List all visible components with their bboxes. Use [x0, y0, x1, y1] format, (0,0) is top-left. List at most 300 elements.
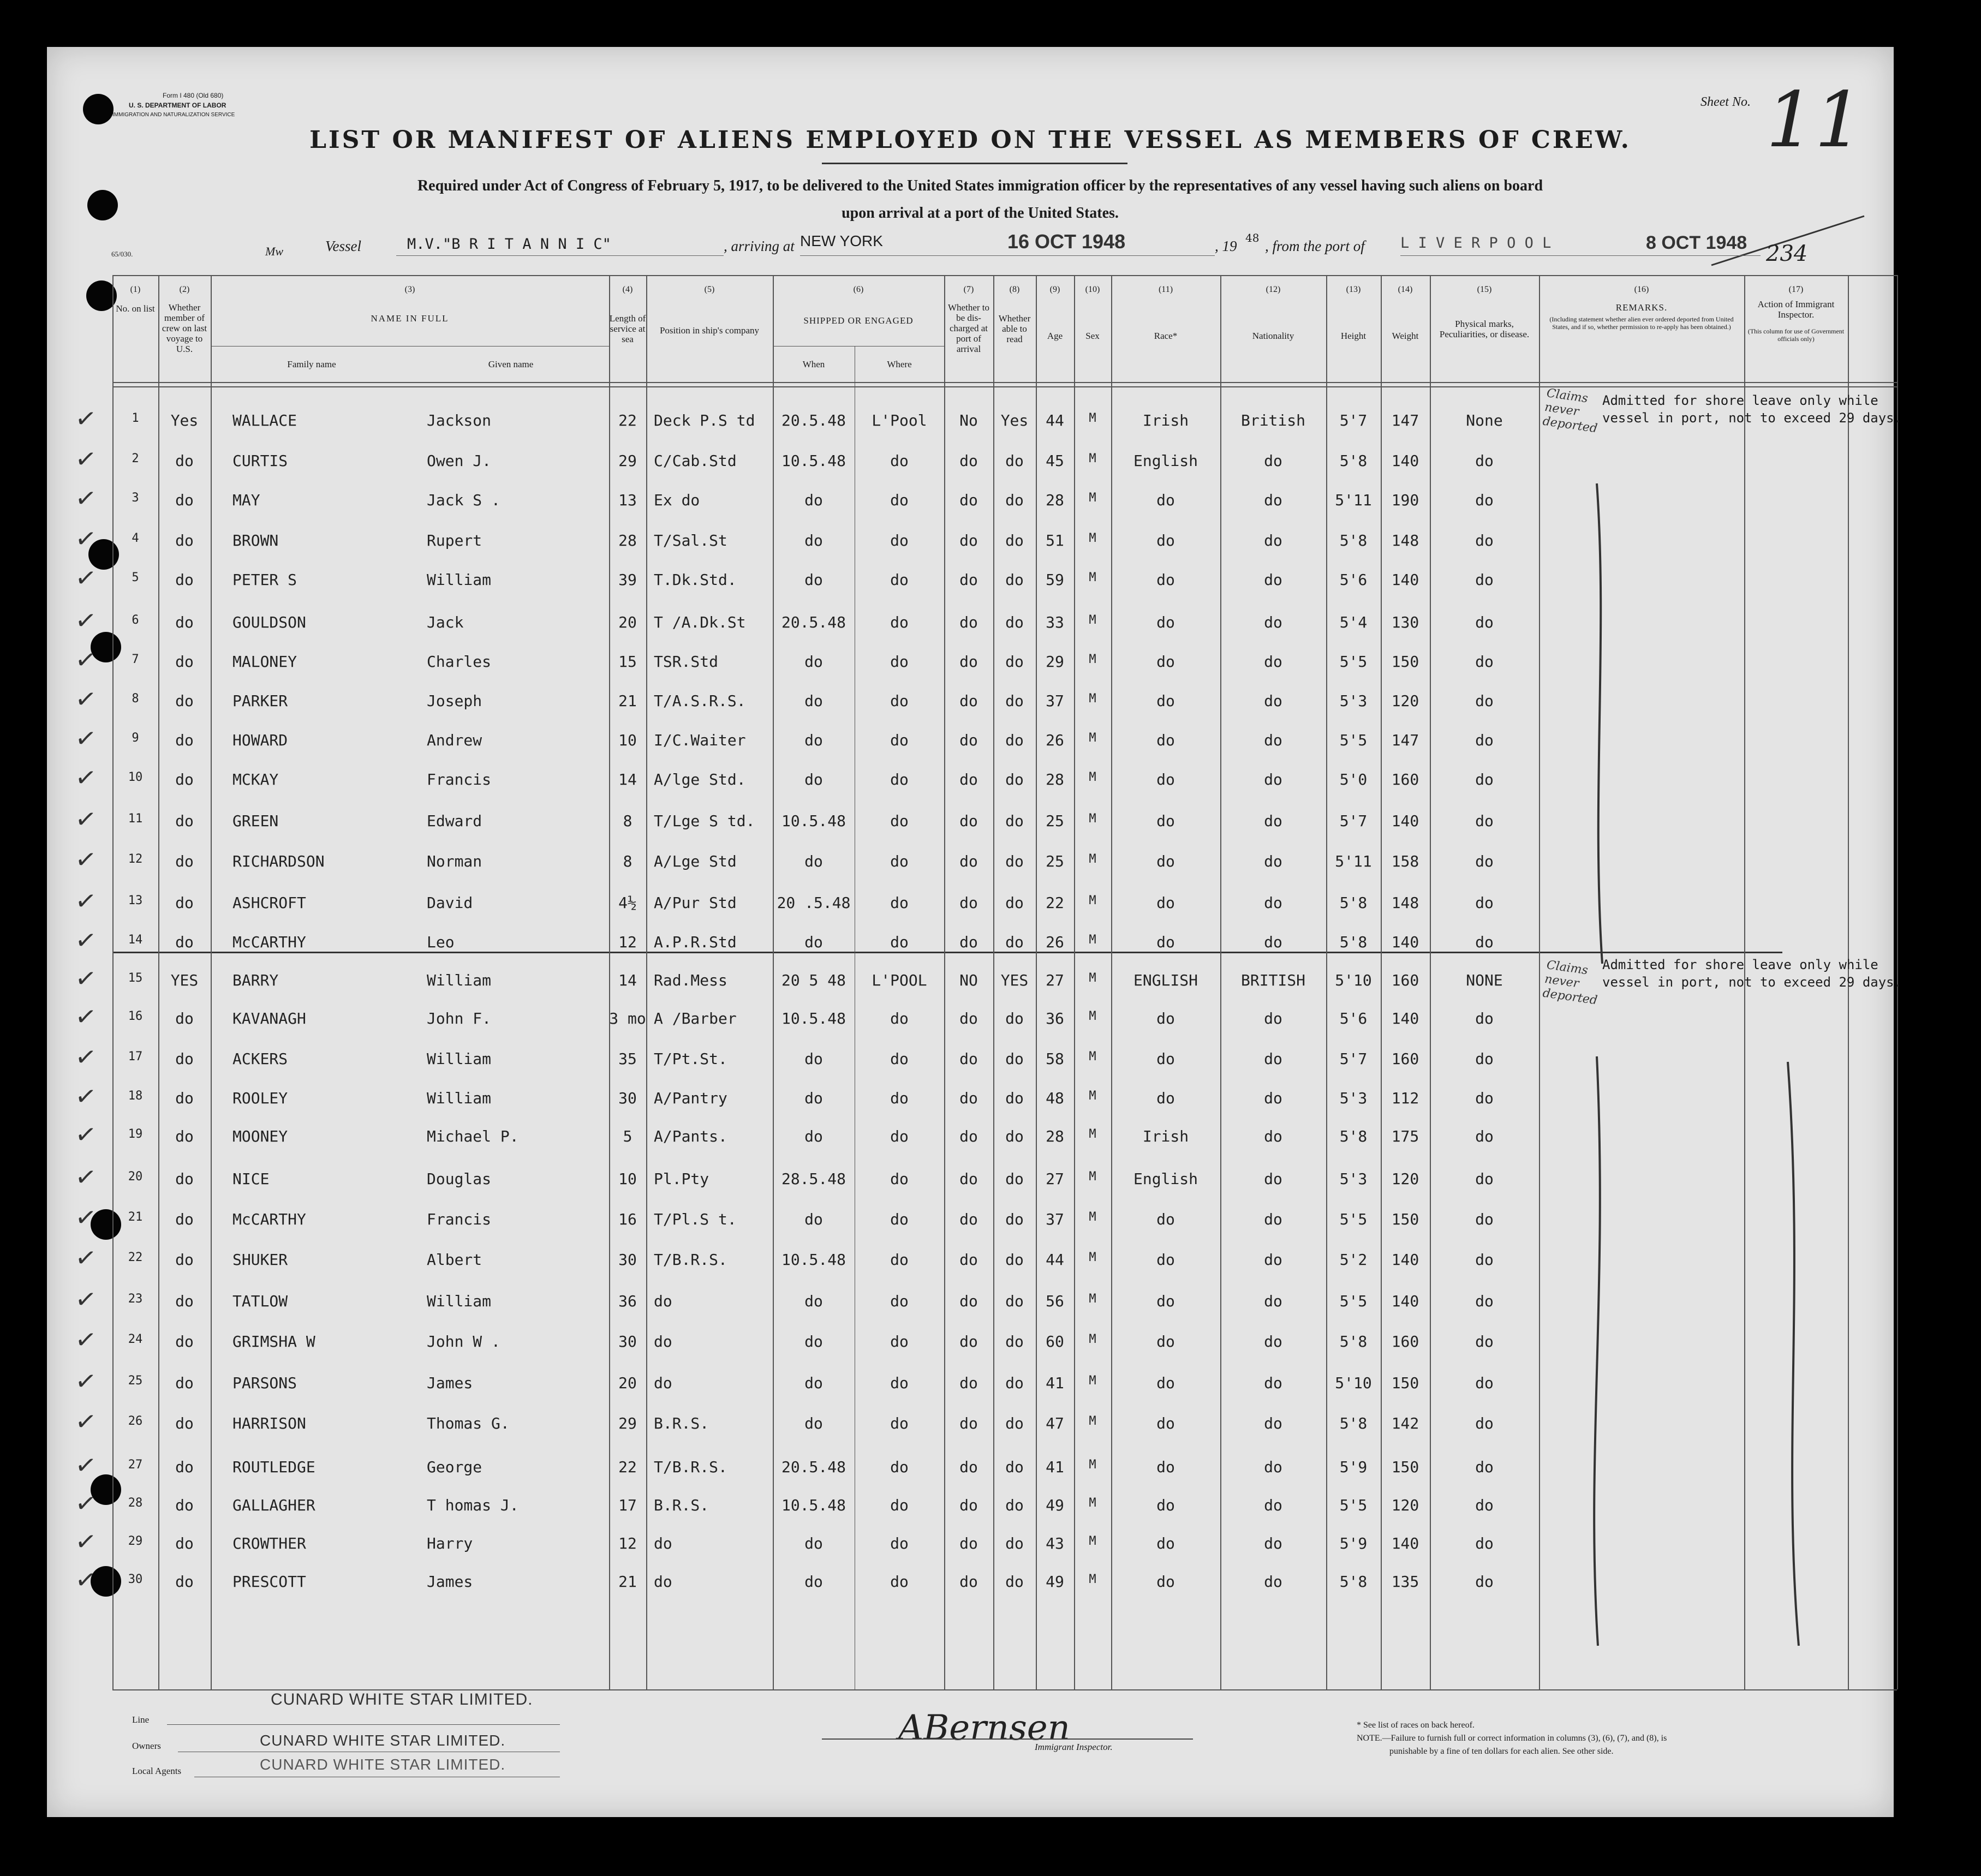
cell-position: A/Pants. — [654, 1127, 727, 1145]
cell-phys: do — [1475, 1414, 1494, 1432]
cell-phys: do — [1475, 613, 1494, 631]
col-num: (12) — [1266, 285, 1281, 294]
cell-weight: 140 — [1391, 933, 1419, 951]
cell-race: do — [1156, 1573, 1175, 1591]
cell-disch: No — [959, 411, 978, 429]
from-label: , from the port of — [1265, 238, 1365, 254]
cell-nat: do — [1264, 1127, 1282, 1145]
cell-disch: do — [959, 1009, 978, 1027]
check-mark-icon: ✓ — [73, 643, 99, 676]
cell-service: 30 — [618, 1089, 637, 1107]
cell-race: do — [1156, 1251, 1175, 1269]
header-physical: Physical marks, Peculiarities, or disease. — [1439, 319, 1530, 339]
title-rule — [822, 163, 1127, 164]
cell-read: do — [1005, 1170, 1024, 1188]
cell-family: PARKER — [232, 692, 288, 710]
cell-member: do — [175, 1414, 194, 1432]
cell-nat: do — [1264, 491, 1282, 509]
cell-family: HARRISON — [232, 1414, 306, 1432]
cell-where: do — [890, 531, 909, 549]
cell-disch: do — [959, 1210, 978, 1228]
fine-note-2: punishable by a fine of ten dollars for each alien. See other side. — [1389, 1747, 1614, 1756]
fine-note-1: NOTE.—Failure to furnish full or correct information in columns (3), (6), (7), and (8), is — [1357, 1734, 1667, 1743]
cell-when: do — [804, 1414, 823, 1432]
cell-age: 27 — [1046, 971, 1064, 989]
cell-service: 13 — [618, 491, 637, 509]
cell-height: 5'8 — [1339, 1573, 1368, 1591]
cell-read: do — [1005, 1374, 1024, 1392]
cell-service: 16 — [618, 1210, 637, 1228]
cell-member: Yes — [170, 411, 199, 429]
sheet-label: Sheet No. — [1700, 95, 1751, 109]
agents-label: Local Agents — [132, 1766, 182, 1776]
year-label: , 19 — [1215, 238, 1237, 254]
cell-where: do — [890, 1534, 909, 1552]
cell-sex: M — [1089, 812, 1096, 826]
cell-age: 25 — [1046, 852, 1064, 870]
cell-service: 14 — [618, 770, 637, 788]
cell-given: Harry — [427, 1534, 473, 1552]
cell-no: 10 — [128, 770, 143, 784]
cell-sex: M — [1089, 1496, 1096, 1510]
cell-nat: do — [1264, 1292, 1282, 1310]
cell-service: 17 — [618, 1496, 637, 1514]
cell-height: 5'7 — [1339, 411, 1368, 429]
cell-family: MALONEY — [232, 653, 297, 671]
cell-weight: 147 — [1391, 411, 1419, 429]
cell-age: 28 — [1046, 491, 1064, 509]
cell-member: do — [175, 452, 194, 470]
cell-height: 5'9 — [1339, 1534, 1368, 1552]
cell-no: 17 — [128, 1050, 143, 1064]
cell-family: McCARTHY — [232, 933, 306, 951]
cell-service: 36 — [618, 1292, 637, 1310]
cell-disch: NO — [959, 971, 978, 989]
cell-no: 19 — [128, 1127, 143, 1141]
cell-position: do — [654, 1573, 672, 1591]
cell-nat: BRITISH — [1240, 971, 1305, 989]
cell-sex: M — [1089, 933, 1096, 947]
line-rule — [167, 1724, 560, 1725]
cell-disch: do — [959, 1292, 978, 1310]
cell-no: 12 — [128, 852, 143, 866]
cell-sex: M — [1089, 894, 1096, 907]
cell-no: 22 — [128, 1251, 143, 1264]
check-mark-icon: ✓ — [73, 1080, 99, 1113]
cell-read: do — [1005, 452, 1024, 470]
cell-nat: do — [1264, 1458, 1282, 1476]
cell-given: Andrew — [427, 731, 482, 749]
cell-weight: 150 — [1391, 1458, 1419, 1476]
cell-weight: 140 — [1391, 1009, 1419, 1027]
cell-nat: do — [1264, 1333, 1282, 1351]
cell-service: 22 — [618, 411, 637, 429]
cell-member: do — [175, 531, 194, 549]
owners-label: Owners — [132, 1741, 161, 1751]
cell-phys: do — [1475, 491, 1494, 509]
cell-phys: do — [1475, 653, 1494, 671]
cell-sex: M — [1089, 1210, 1096, 1224]
cell-sex: M — [1089, 531, 1096, 545]
cell-disch: do — [959, 731, 978, 749]
cell-position: T/B.R.S. — [654, 1251, 727, 1269]
check-mark-icon: ✓ — [73, 962, 99, 995]
cell-member: YES — [170, 971, 199, 989]
cell-read: do — [1005, 1210, 1024, 1228]
cell-weight: 150 — [1391, 653, 1419, 671]
cell-family: CROWTHER — [232, 1534, 306, 1552]
cell-when: do — [804, 653, 823, 671]
cell-family: MOONEY — [232, 1127, 288, 1145]
col-num: (6) — [853, 285, 864, 294]
cell-read: do — [1005, 531, 1024, 549]
cell-when: 10.5.48 — [781, 452, 846, 470]
cell-race: do — [1156, 852, 1175, 870]
cell-race: do — [1156, 1374, 1175, 1392]
cell-given: T homas J. — [427, 1496, 519, 1514]
cell-disch: do — [959, 1251, 978, 1269]
cell-given: Rupert — [427, 531, 482, 549]
table-top-rule — [112, 275, 1897, 276]
vessel-label: Vessel — [325, 238, 361, 254]
cell-height: 5'10 — [1335, 971, 1372, 989]
col-rule — [112, 275, 114, 1689]
line-label: Line — [132, 1714, 150, 1725]
cell-family: BROWN — [232, 531, 279, 549]
header-no-on-list: No. on list — [116, 303, 155, 314]
cell-when: 20.5.48 — [781, 613, 846, 631]
cell-no: 5 — [132, 571, 139, 584]
cell-read: do — [1005, 1333, 1024, 1351]
cell-nat: do — [1264, 613, 1282, 631]
cell-where: do — [890, 933, 909, 951]
col-num: (5) — [704, 285, 715, 294]
check-mark-icon: ✓ — [73, 1323, 99, 1356]
cell-read: do — [1005, 1534, 1024, 1552]
cell-no: 9 — [132, 731, 139, 745]
cell-nat: do — [1264, 1534, 1282, 1552]
cell-race: English — [1133, 452, 1198, 470]
cell-age: 58 — [1046, 1050, 1064, 1068]
cell-nat: do — [1264, 1170, 1282, 1188]
cell-age: 22 — [1046, 894, 1064, 912]
col-num: (13) — [1346, 285, 1361, 294]
cell-disch: do — [959, 1089, 978, 1107]
cell-no: 7 — [132, 653, 139, 666]
cell-race: do — [1156, 531, 1175, 549]
cell-read: do — [1005, 731, 1024, 749]
cell-service: 20 — [618, 613, 637, 631]
cell-race: do — [1156, 692, 1175, 710]
cell-no: 23 — [128, 1292, 143, 1306]
header-given-name: Given name — [488, 359, 534, 369]
cell-position: T.Dk.Std. — [654, 571, 737, 589]
cell-where: do — [890, 1374, 909, 1392]
check-mark-icon: ✓ — [73, 924, 99, 957]
cell-family: GREEN — [232, 812, 279, 830]
cell-height: 5'5 — [1339, 731, 1368, 749]
cell-age: 29 — [1046, 653, 1064, 671]
cell-member: do — [175, 1573, 194, 1591]
check-mark-icon: ✓ — [73, 1487, 99, 1520]
cell-no: 8 — [132, 692, 139, 706]
cell-member: do — [175, 1333, 194, 1351]
cell-phys: do — [1475, 1210, 1494, 1228]
cell-disch: do — [959, 1573, 978, 1591]
cell-disch: do — [959, 1414, 978, 1432]
col-num: (8) — [1009, 285, 1020, 294]
cell-disch: do — [959, 653, 978, 671]
cell-nat: do — [1264, 1374, 1282, 1392]
cell-race: do — [1156, 613, 1175, 631]
arriving-port: NEW YORK — [800, 232, 883, 249]
cell-phys: do — [1475, 731, 1494, 749]
cell-member: do — [175, 1458, 194, 1476]
cell-position: T/A.S.R.S. — [654, 692, 746, 710]
cell-nat: do — [1264, 653, 1282, 671]
remarks-handwritten-a: Claims never deported — [1542, 386, 1598, 436]
header-bottom-rule — [112, 382, 1897, 383]
cell-service: 22 — [618, 1458, 637, 1476]
cell-position: T/Lge S td. — [654, 812, 755, 830]
check-mark-icon: ✓ — [73, 1563, 99, 1596]
cell-weight: 120 — [1391, 692, 1419, 710]
cell-weight: 140 — [1391, 812, 1419, 830]
cell-phys: do — [1475, 1009, 1494, 1027]
header-shipped: SHIPPED OR ENGAGED — [803, 315, 914, 326]
cell-member: do — [175, 1009, 194, 1027]
cell-no: 20 — [128, 1170, 143, 1184]
cell-no: 4 — [132, 531, 139, 545]
cell-family: GALLAGHER — [232, 1496, 315, 1514]
cell-where: do — [890, 731, 909, 749]
cell-disch: do — [959, 1496, 978, 1514]
agents-stamp: CUNARD WHITE STAR LIMITED. — [260, 1756, 506, 1773]
check-mark-icon: ✓ — [73, 561, 99, 594]
cell-weight: 140 — [1391, 1292, 1419, 1310]
cell-given: Owen J. — [427, 452, 492, 470]
cell-no: 25 — [128, 1374, 143, 1388]
sheet-number: 11 — [1766, 76, 1864, 165]
check-mark-icon: ✓ — [73, 402, 99, 435]
cell-read: do — [1005, 1292, 1024, 1310]
cell-read: do — [1005, 1251, 1024, 1269]
cell-sex: M — [1089, 1127, 1096, 1141]
cell-where: do — [890, 1573, 909, 1591]
cell-read: do — [1005, 1458, 1024, 1476]
col-num: (1) — [130, 285, 141, 294]
cell-sex: M — [1089, 411, 1096, 425]
cell-phys: do — [1475, 1170, 1494, 1188]
cell-nat: do — [1264, 1496, 1282, 1514]
cell-given: Michael P. — [427, 1127, 519, 1145]
cell-service: 10 — [618, 731, 637, 749]
punch-hole — [83, 94, 114, 124]
cell-service: 21 — [618, 1573, 637, 1591]
col-num: (3) — [404, 285, 415, 294]
cell-position: A.P.R.Std — [654, 933, 737, 951]
cell-family: CURTIS — [232, 452, 288, 470]
cell-given: Charles — [427, 653, 492, 671]
col-num: (9) — [1049, 285, 1060, 294]
cell-sex: M — [1089, 1534, 1096, 1548]
cell-weight: 130 — [1391, 613, 1419, 631]
cell-sex: M — [1089, 571, 1096, 584]
cell-age: 36 — [1046, 1009, 1064, 1027]
cell-race: do — [1156, 571, 1175, 589]
cell-service: 8 — [623, 812, 633, 830]
cell-nat: do — [1264, 1414, 1282, 1432]
cell-sex: M — [1089, 1333, 1096, 1346]
cell-position: C/Cab.Std — [654, 452, 737, 470]
cell-given: Francis — [427, 770, 492, 788]
cell-family: KAVANAGH — [232, 1009, 306, 1027]
cell-when: do — [804, 933, 823, 951]
cell-when: do — [804, 1573, 823, 1591]
cell-where: do — [890, 1414, 909, 1432]
cell-height: 5'5 — [1339, 1496, 1368, 1514]
cell-weight: 120 — [1391, 1170, 1419, 1188]
cell-no: 28 — [128, 1496, 143, 1510]
cell-given: William — [427, 1089, 492, 1107]
cell-member: do — [175, 1089, 194, 1107]
cell-height: 5'11 — [1335, 852, 1372, 870]
cell-phys: do — [1475, 452, 1494, 470]
cell-service: 8 — [623, 852, 633, 870]
cell-age: 41 — [1046, 1458, 1064, 1476]
cell-when: 10.5.48 — [781, 812, 846, 830]
cell-nat: do — [1264, 770, 1282, 788]
cell-when: do — [804, 770, 823, 788]
cell-where: do — [890, 894, 909, 912]
col-rule — [646, 275, 647, 1689]
cell-race: do — [1156, 933, 1175, 951]
cell-nat: do — [1264, 1251, 1282, 1269]
cell-nat: British — [1240, 411, 1305, 429]
cell-position: I/C.Waiter — [654, 731, 746, 749]
cell-race: do — [1156, 1089, 1175, 1107]
header-age: Age — [1047, 331, 1063, 341]
cell-given: Jackson — [427, 411, 492, 429]
form-code: 65/030. — [111, 250, 133, 258]
cell-disch: do — [959, 613, 978, 631]
cell-height: 5'5 — [1339, 653, 1368, 671]
cell-family: WALLACE — [232, 411, 297, 429]
cell-phys: do — [1475, 770, 1494, 788]
header-family-name: Family name — [287, 359, 336, 369]
cell-sex: M — [1089, 613, 1096, 627]
cell-nat: do — [1264, 692, 1282, 710]
cell-race: do — [1156, 894, 1175, 912]
cell-race: do — [1156, 1292, 1175, 1310]
cell-when: 10.5.48 — [781, 1251, 846, 1269]
cell-read: do — [1005, 491, 1024, 509]
cell-when: do — [804, 571, 823, 589]
cell-when: do — [804, 731, 823, 749]
cell-where: do — [890, 1333, 909, 1351]
cell-sex: M — [1089, 1251, 1096, 1264]
cell-disch: do — [959, 491, 978, 509]
cell-when: do — [804, 692, 823, 710]
cell-disch: do — [959, 933, 978, 951]
cell-age: 37 — [1046, 692, 1064, 710]
check-mark-icon: ✓ — [73, 1449, 99, 1481]
cell-no: 26 — [128, 1414, 143, 1428]
cell-when: do — [804, 491, 823, 509]
cell-age: 28 — [1046, 770, 1064, 788]
cell-service: 14 — [618, 971, 637, 989]
cell-family: SHUKER — [232, 1251, 288, 1269]
cell-weight: 160 — [1391, 770, 1419, 788]
cell-service: 30 — [618, 1333, 637, 1351]
cell-race: English — [1133, 1170, 1198, 1188]
owners-stamp: CUNARD WHITE STAR LIMITED. — [260, 1732, 506, 1749]
cell-race: ENGLISH — [1133, 971, 1198, 989]
cell-phys: do — [1475, 894, 1494, 912]
cell-age: 33 — [1046, 613, 1064, 631]
mw-label: Mw — [265, 244, 283, 258]
cell-height: 5'2 — [1339, 1251, 1368, 1269]
check-mark-icon: ✓ — [73, 1118, 99, 1151]
cell-read: do — [1005, 1089, 1024, 1107]
cell-phys: do — [1475, 812, 1494, 830]
cell-race: Irish — [1142, 1127, 1189, 1145]
cell-read: do — [1005, 894, 1024, 912]
cell-read: do — [1005, 852, 1024, 870]
cell-member: do — [175, 1210, 194, 1228]
from-port: L I V E R P O O L — [1400, 235, 1552, 252]
cell-phys: do — [1475, 1573, 1494, 1591]
cell-given: Joseph — [427, 692, 482, 710]
cell-family: NICE — [232, 1170, 270, 1188]
cell-phys: do — [1475, 531, 1494, 549]
cell-where: do — [890, 1009, 909, 1027]
cell-where: do — [890, 653, 909, 671]
cell-family: GOULDSON — [232, 613, 306, 631]
cell-member: do — [175, 1170, 194, 1188]
cell-race: do — [1156, 770, 1175, 788]
cell-family: MCKAY — [232, 770, 279, 788]
cell-weight: 147 — [1391, 731, 1419, 749]
arrival-date-stamp: 16 OCT 1948 — [1007, 230, 1126, 253]
cell-given: John W . — [427, 1333, 500, 1351]
cell-family: PRESCOTT — [232, 1573, 306, 1591]
cell-member: do — [175, 1050, 194, 1068]
cell-member: do — [175, 852, 194, 870]
cell-disch: do — [959, 812, 978, 830]
page-title: LIST OR MANIFEST OF ALIENS EMPLOYED ON THE VESSEL AS MEMBERS OF CREW. — [309, 126, 1631, 154]
cell-given: Jack S . — [427, 491, 500, 509]
cell-member: do — [175, 571, 194, 589]
cell-service: 4½ — [618, 894, 637, 912]
cell-member: do — [175, 812, 194, 830]
cell-height: 5'7 — [1339, 812, 1368, 830]
check-mark-icon: ✓ — [73, 1161, 99, 1193]
col-rule — [211, 275, 212, 1689]
col-rule — [1539, 275, 1540, 1689]
cell-member: do — [175, 770, 194, 788]
cell-weight: 142 — [1391, 1414, 1419, 1432]
cell-service: 35 — [618, 1050, 637, 1068]
check-mark-icon: ✓ — [73, 843, 99, 876]
cell-when: do — [804, 1210, 823, 1228]
cell-weight: 175 — [1391, 1127, 1419, 1145]
cell-where: do — [890, 1089, 909, 1107]
cell-nat: do — [1264, 812, 1282, 830]
cell-when: 20 .5.48 — [777, 894, 851, 912]
cell-weight: 140 — [1391, 1534, 1419, 1552]
cell-where: do — [890, 692, 909, 710]
